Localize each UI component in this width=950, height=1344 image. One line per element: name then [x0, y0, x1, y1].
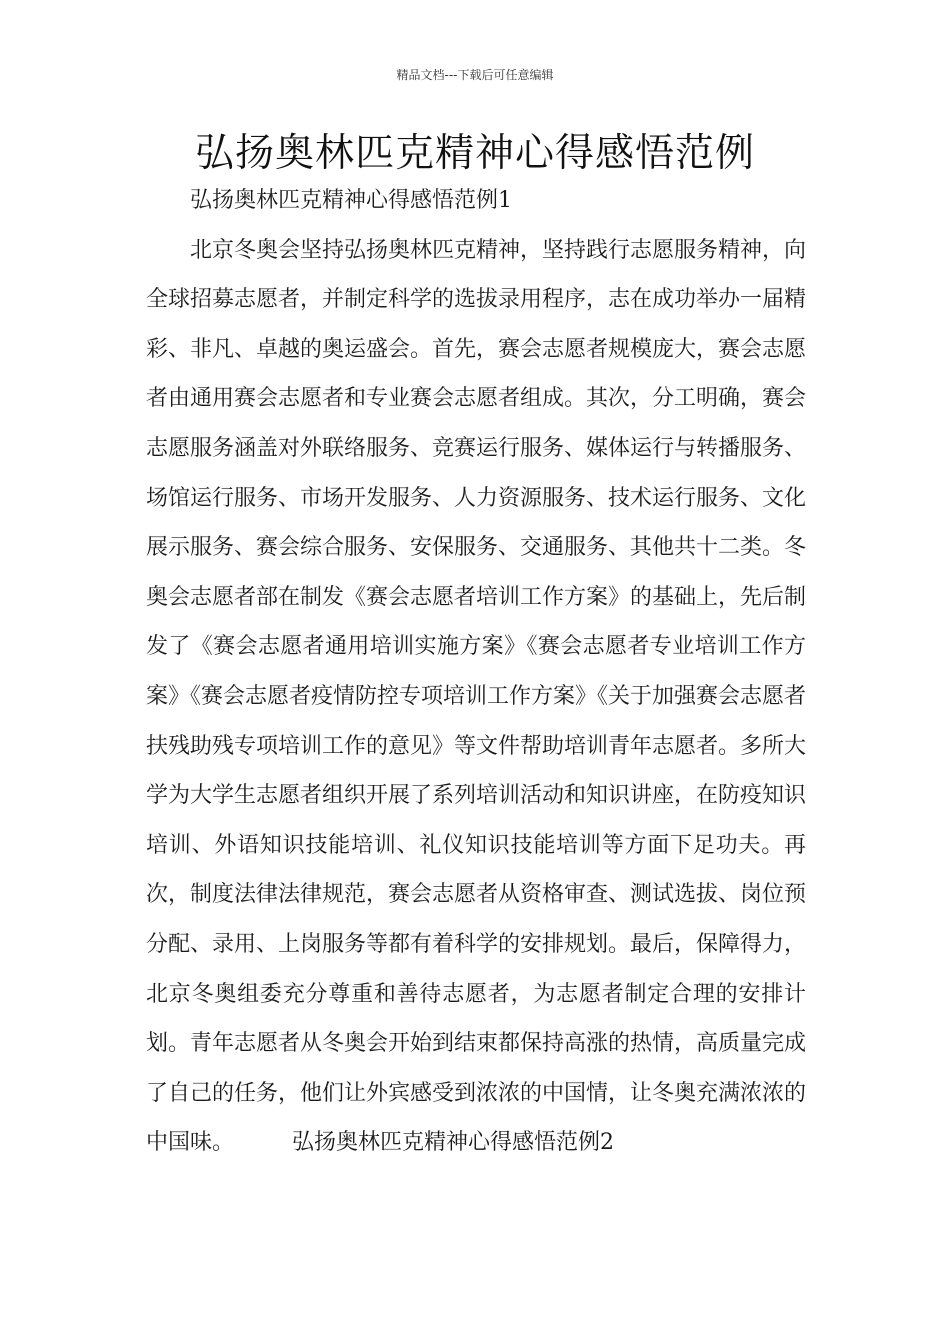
- section-1-heading: 弘扬奥林匹克精神心得感悟范例1: [190, 188, 512, 213]
- section-2-heading: 弘扬奥林匹克精神心得感悟范例2: [292, 1130, 615, 1156]
- document-title: 弘扬奥林匹克精神心得感悟范例: [194, 131, 755, 176]
- section-1-paragraph: [146, 226, 806, 1168]
- section-1-text: 北京冬奥会坚持弘扬奥林匹克精神，坚持践行志愿服务精神，向全球招募志愿者，并制定科学的选拔录用程序，志在成功举办一届精彩、非凡、卓越的奥运盛会。首先，赛会志愿者规模庞大，赛会志愿者由通用赛会志愿者和专业赛会志愿者组成。其次，分工明确，赛会志愿服务涵盖对外联络服务、竞赛运行服务、媒体运行与转播服务、场馆运行服务、市场开发服务、人力资源服务、技术运行服务、文化展示服务、赛会综合服务、安保服务、交通服务、其他共十二类。冬奥会志愿者部在制发《赛会志愿者培训工作方案》的基础上，先后制发了《赛会志愿者通用培训实施方案》《赛会志愿者专业培训工作方案》《赛会志愿者疫情防控专项培训工作方案》《关于加强赛会志愿者扶残助残专项培训工作的意见》等文件帮助培训青年志愿者。多所大学为大学生志愿者组织开展了系列培训活动和知识讲座，在防疫知识培训、外语知识技能培训、礼仪知识技能培训等方面下足功夫。再次，制度法律法律规范，赛会志愿者从资格审查、测试选拔、岗位预分配、录用、上岗服务等都有着科学的安排规划。最后，保障得力，北京冬奥组委充分尊重和善待志愿者，为志愿者制定合理的安排计划。青年志愿者从冬奥会开始到结束都保持高涨的热情，高质量完成了自己的任务，他们让外宾感受到浓浓的中国情，让冬奥充满浓浓的中国味。: [146, 237, 807, 1156]
- document-body: [146, 176, 806, 1168]
- header-note: 精品文档---下载后可任意编辑: [396, 68, 554, 82]
